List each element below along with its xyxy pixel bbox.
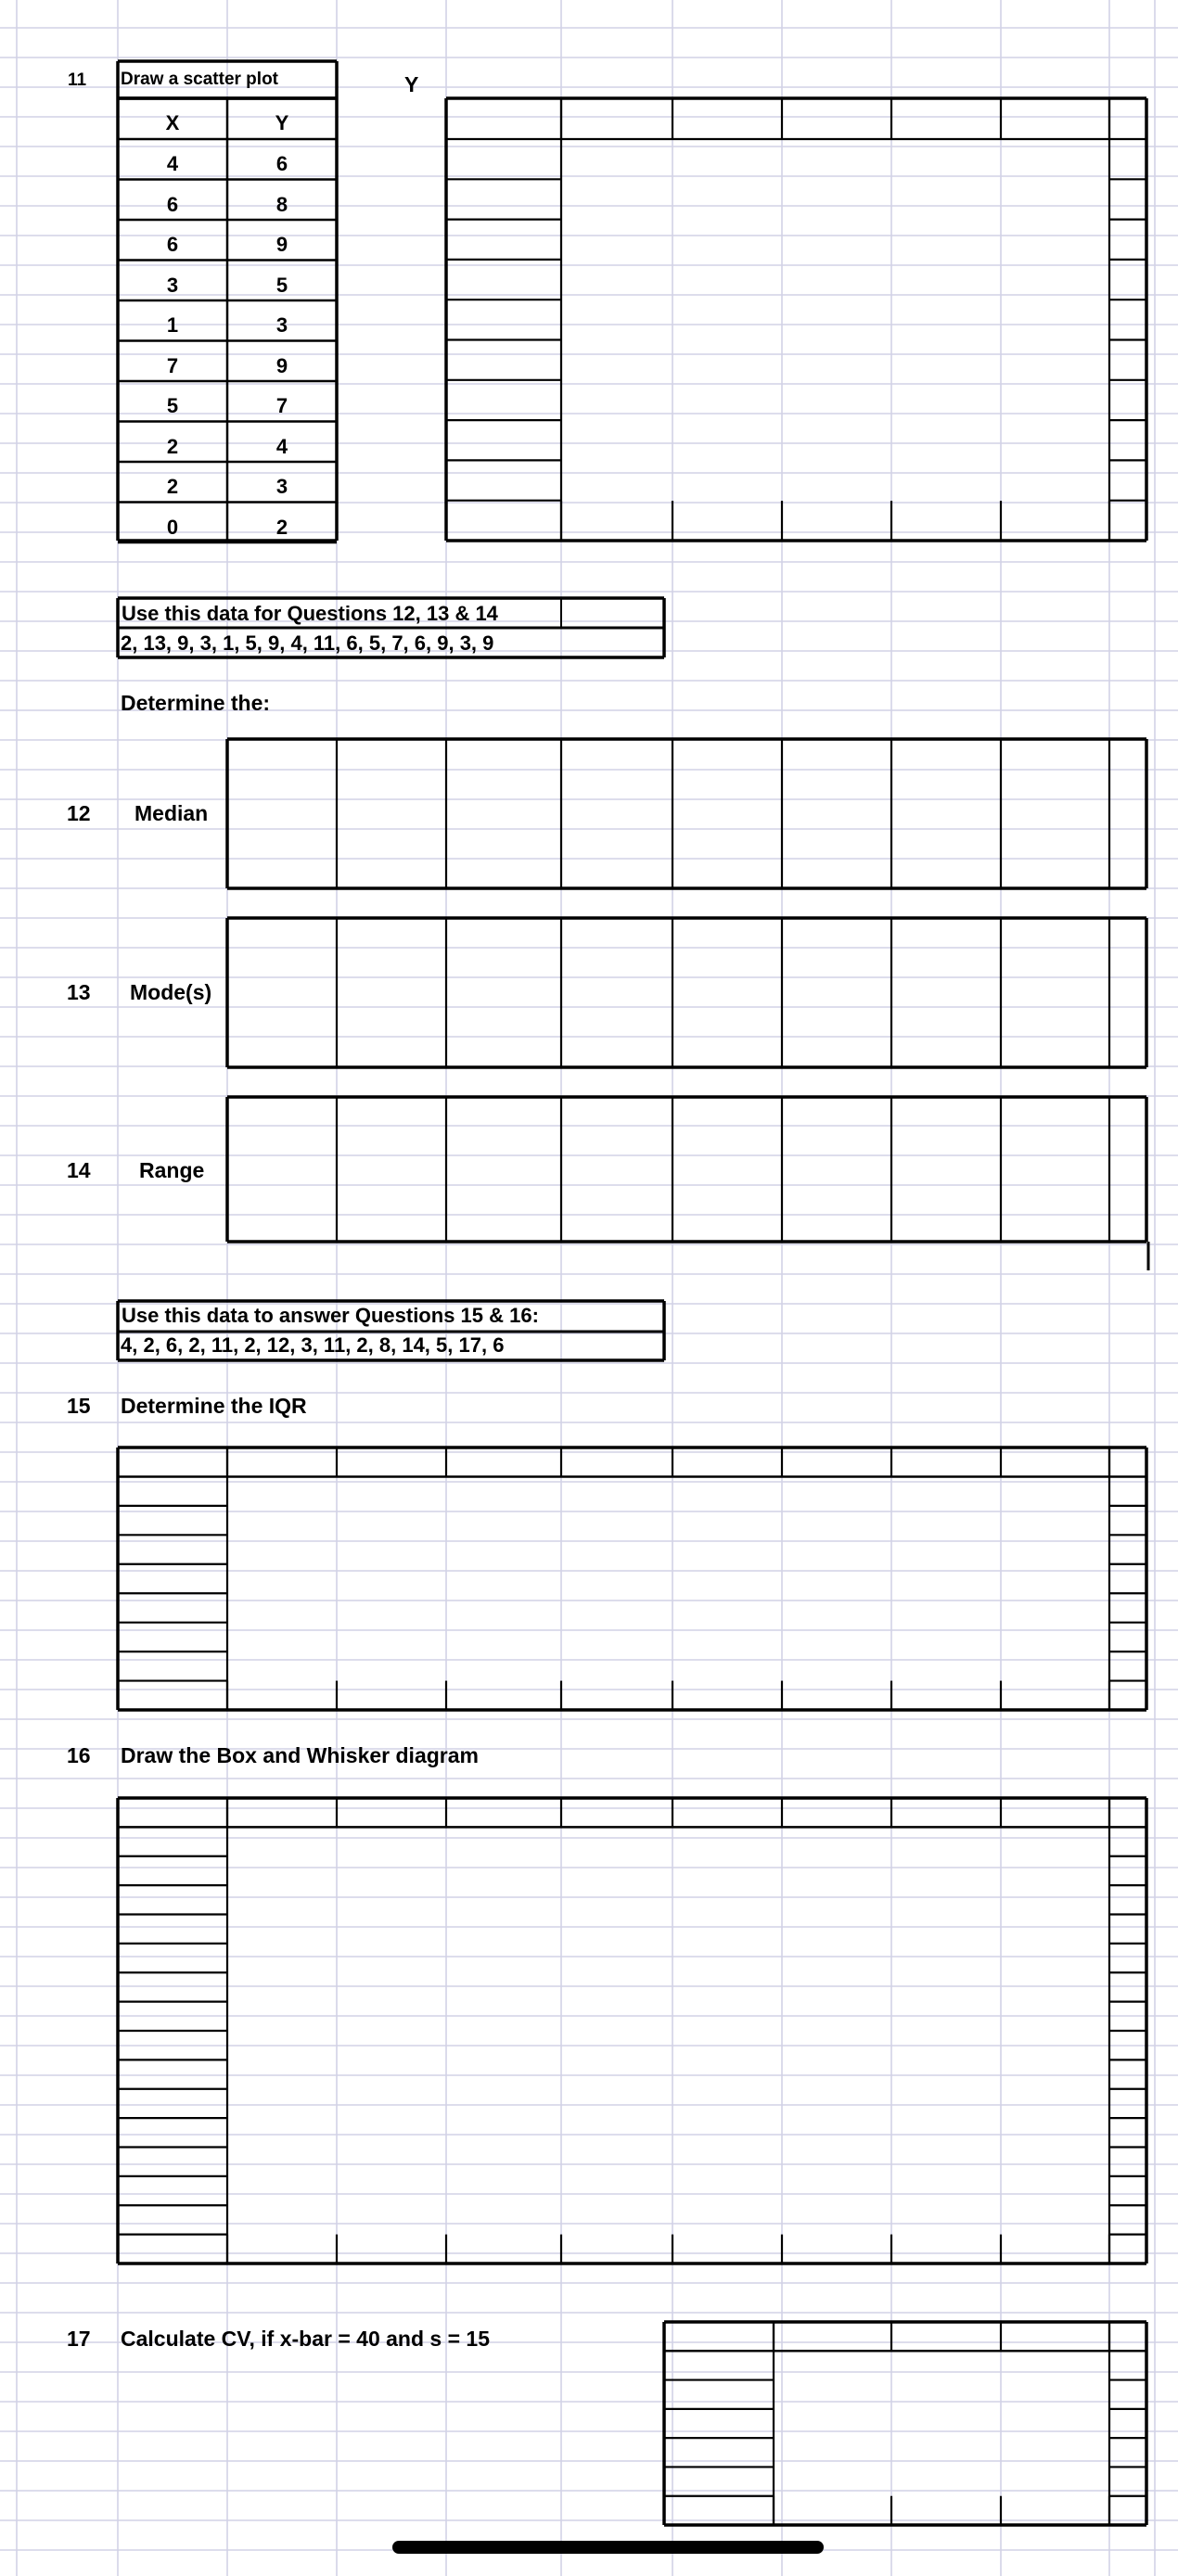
data-values-15-16[interactable]: 4, 2, 6, 2, 11, 2, 12, 3, 11, 2, 8, 14, 5, 17, 6 — [121, 1333, 505, 1357]
question-number-11: 11 — [68, 70, 87, 90]
xy-table-cell-y[interactable]: 9 — [275, 233, 288, 256]
xy-table-cell-y[interactable]: 5 — [275, 273, 288, 297]
home-indicator — [392, 2541, 824, 2554]
xy-table-cell-x[interactable]: 0 — [166, 515, 179, 539]
data-values-12-14[interactable]: 2, 13, 9, 3, 1, 5, 9, 4, 11, 6, 5, 7, 6, 9, 3, 9 — [121, 631, 494, 655]
data-heading-15-16[interactable]: Use this data to answer Questions 15 & 16: — [122, 1304, 539, 1327]
box-whisker-label: Draw the Box and Whisker diagram — [121, 1743, 479, 1767]
xy-table-cell-x[interactable]: 1 — [166, 313, 179, 337]
xy-table-cell-x[interactable]: 4 — [166, 152, 179, 175]
determine-label: Determine the: — [121, 691, 271, 715]
xy-table-cell-x[interactable]: 5 — [166, 394, 179, 417]
xy-table-header-y[interactable]: Y — [275, 111, 289, 134]
xy-table-cell-x[interactable]: 6 — [166, 192, 179, 216]
xy-table-cell-x[interactable]: 6 — [166, 233, 179, 256]
question-number-17: 17 — [67, 2327, 91, 2351]
median-label: Median — [134, 801, 209, 825]
question-number-16: 16 — [67, 1743, 91, 1767]
range-label: Range — [139, 1158, 205, 1182]
question-11-title[interactable]: Draw a scatter plot — [121, 70, 278, 89]
xy-table-cell-x[interactable]: 2 — [166, 434, 179, 458]
iqr-label: Determine the IQR — [121, 1394, 307, 1418]
question-number-13: 13 — [67, 980, 91, 1004]
modes-label: Mode(s) — [130, 980, 212, 1004]
xy-table-cell-y[interactable]: 3 — [275, 475, 288, 498]
xy-table-header-x[interactable]: X — [165, 111, 180, 134]
question-number-15: 15 — [67, 1394, 91, 1418]
xy-table-cell-y[interactable]: 3 — [275, 313, 288, 337]
xy-table-cell-y[interactable]: 4 — [275, 434, 288, 458]
xy-table-cell-y[interactable]: 6 — [275, 152, 288, 175]
xy-table-cell-x[interactable]: 7 — [166, 353, 179, 377]
xy-table-cell-y[interactable]: 2 — [275, 515, 288, 539]
xy-table-cell-y[interactable]: 9 — [275, 353, 288, 377]
question-number-12: 12 — [67, 801, 91, 825]
xy-table-cell-y[interactable]: 8 — [275, 192, 288, 216]
scatter-y-axis-label: Y — [404, 72, 419, 96]
xy-table-cell-y[interactable]: 7 — [275, 394, 288, 417]
xy-table-cell-x[interactable]: 3 — [166, 273, 179, 297]
data-heading-12-14[interactable]: Use this data for Questions 12, 13 & 14 — [122, 602, 498, 625]
xy-table-cell-x[interactable]: 2 — [166, 475, 179, 498]
question-number-14: 14 — [67, 1158, 91, 1182]
cv-label: Calculate CV, if x-bar = 40 and s = 15 — [121, 2327, 491, 2351]
